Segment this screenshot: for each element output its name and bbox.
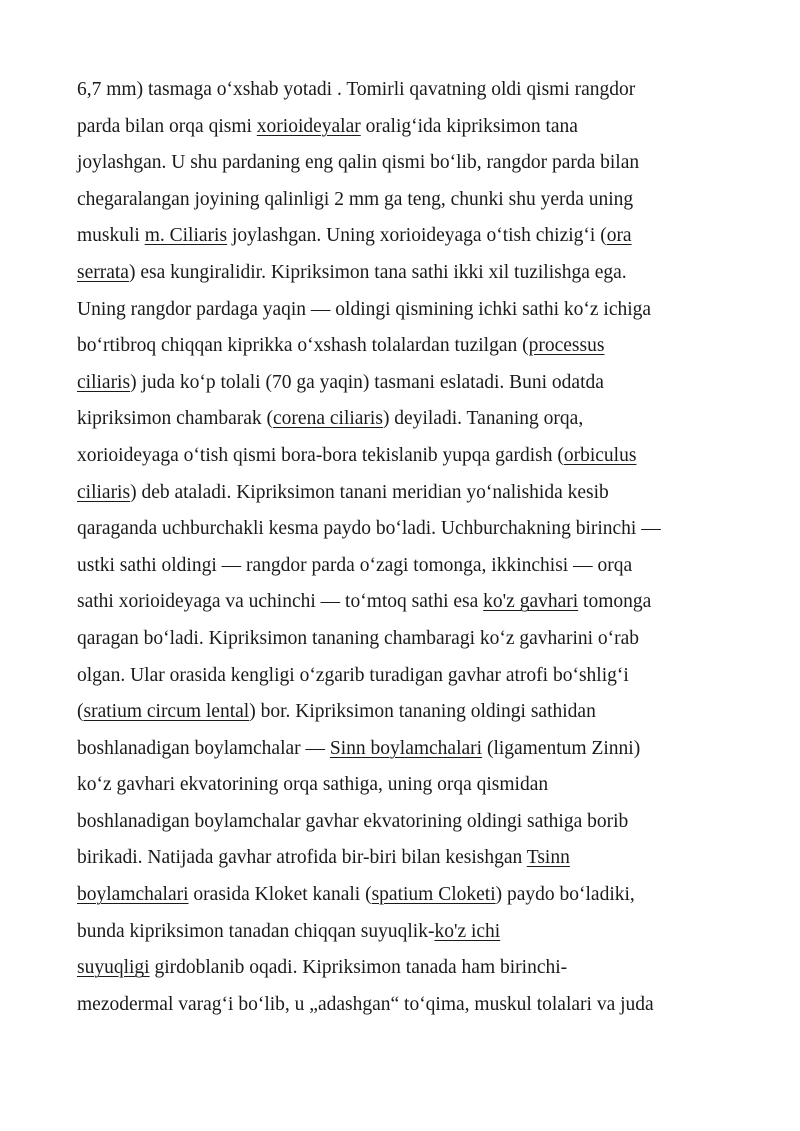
text-line [77,401,737,438]
text-run: ) bor. Kipriksimon tananing oldingi sathidan [249,701,596,723]
hyperlink[interactable]: sratium circum lental [83,701,250,723]
text-line [77,548,737,585]
hyperlink[interactable]: ciliaris [77,371,131,393]
text-run: boʻrtibroq chiqqan kiprikka oʻxshash tolalardan tuzilgan ( [77,335,529,357]
text-run: orasida Kloket kanali ( [188,884,372,906]
text-run: olgan. Ular orasida kengligi oʻzgarib turadigan gavhar atrofi boʻshligʻi [77,664,629,686]
text-line [77,365,737,402]
text-line [77,877,737,914]
text-line [77,109,737,146]
hyperlink[interactable]: corena ciliaris [273,408,383,430]
text-run: joylashgan. Uning xorioideyaga oʻtish chizigʻi ( [227,225,607,247]
text-line [77,292,737,329]
text-line [77,145,737,182]
hyperlink[interactable]: ko'z gavhari [483,591,579,613]
hyperlink[interactable]: suyuqligi [77,957,150,979]
text-run: kipriksimon chambarak ( [77,408,274,430]
hyperlink[interactable]: spatium Cloketi [371,884,496,906]
text-run: ) paydo boʻladiki, [495,884,635,906]
text-line [77,694,737,731]
text-run: 6,7 mm) tasmaga oʻxshab yotadi . Tomirli qavatning oldi qismi rangdor [77,79,636,100]
text-run: ustki sathi oldingi — rangdor parda oʻzagi tomonga, ikkinchisi — orqa [77,554,633,576]
text-line [77,987,737,1024]
text-line [77,731,737,768]
text-run: ) juda koʻp tolali (70 ga yaqin) tasmani eslatadi. Buni odatda [130,371,604,393]
text-run: joylashgan. U shu pardaning eng qalin qismi boʻlib, rangdor parda bilan [77,152,640,174]
text-line [77,767,737,804]
text-run: boshlanadigan boylamchalar gavhar ekvatorining oldingi sathiga borib [77,810,629,832]
hyperlink[interactable]: processus [528,335,605,357]
hyperlink[interactable]: Sinn boylamchalari [329,737,483,759]
text-line [77,255,737,292]
text-run: ) deyiladi. Tananing orqa, [382,408,584,430]
text-line [77,658,737,695]
text-run: bunda kipriksimon tanadan chiqqan suyuqlik- [77,920,435,942]
text-run: birikadi. Natijada gavhar atrofida bir-biri bilan kesishgan [77,847,527,869]
hyperlink[interactable]: xorioideyalar [256,115,361,137]
hyperlink[interactable]: ora [606,225,632,247]
text-run: boshlanadigan boylamchalar — [77,737,330,759]
text-run: Uning rangdor pardaga yaqin — oldingi qismining ichki sathi koʻz ichiga [77,298,652,320]
text-line [77,182,737,219]
text-line [77,328,737,365]
text-run: koʻz gavhari ekvatorining orqa sathiga, uning orqa qismidan [77,774,549,796]
text-run: tomonga [578,591,652,613]
text-line [77,584,737,621]
text-run: muskuli [77,225,145,247]
text-run: sathi xorioideyaga va uchinchi — toʻmtoq sathi esa [77,591,484,613]
text-run: xorioideyaga oʻtish qismi bora-bora tekislanib yupqa gardish ( [77,444,564,466]
text-line [77,475,737,512]
body-text [77,72,737,1023]
hyperlink[interactable]: ciliaris [77,481,131,503]
hyperlink[interactable]: ko'z ichi [434,920,501,942]
text-run: (ligamentum Zinni) [482,737,641,759]
text-run: mezodermal varagʻi boʻlib, u „adashgan“ toʻqima, muskul tolalari va juda [77,993,654,1015]
text-line [77,621,737,658]
hyperlink[interactable]: orbiculus [563,444,637,466]
text-line [77,72,737,109]
text-run: parda bilan orqa qismi [77,115,257,137]
hyperlink[interactable]: m. Ciliaris [144,225,228,247]
text-run: qaraganda uchburchakli kesma paydo boʻladi. Uchburchakning birinchi — [77,518,661,540]
text-line [77,950,737,987]
text-run: ) deb ataladi. Kipriksimon tanani meridian yoʻnalishida kesib [130,481,609,503]
text-run: qaragan boʻladi. Kipriksimon tananing chambaragi koʻz gavharini oʻrab [77,627,640,649]
text-line [77,511,737,548]
text-line [77,804,737,841]
text-line [77,840,737,877]
text-line [77,438,737,475]
text-line [77,914,737,951]
text-run: oraligʻida kipriksimon tana [360,115,578,137]
hyperlink[interactable]: serrata [77,261,129,283]
text-run: girdoblanib oqadi. Kipriksimon tanada ham birinchi- [149,957,568,979]
text-run: ) esa kungiralidir. Kipriksimon tana sathi ikki xil tuzilishga ega. [128,261,627,283]
text-run: chegaralangan joyining qalinligi 2 mm ga teng, chunki shu yerda uning [77,188,634,210]
hyperlink[interactable]: Tsinn [526,847,570,869]
text-line [77,218,737,255]
hyperlink[interactable]: boylamchalari [77,884,189,906]
text-run: ( [77,701,84,723]
